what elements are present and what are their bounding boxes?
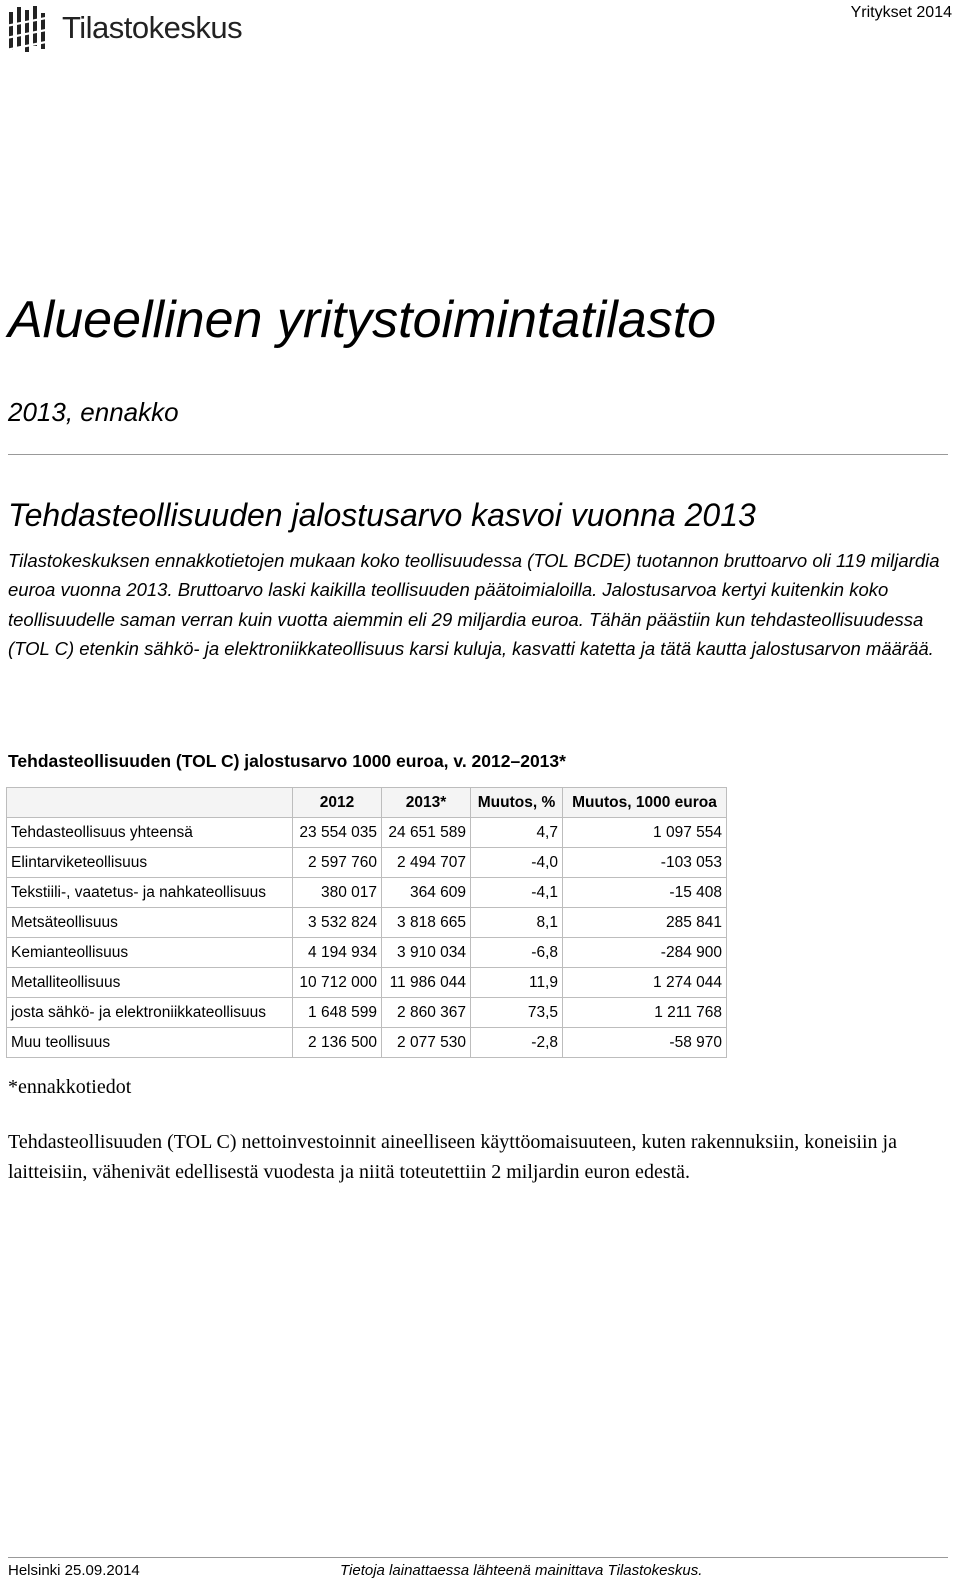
cell-change-euros: -284 900 (563, 938, 727, 968)
cell-2012: 380 017 (293, 878, 382, 908)
cell-2012: 2 597 760 (293, 848, 382, 878)
table-row (7, 998, 727, 1028)
cell-2013: 11 986 044 (382, 968, 471, 998)
cell-change-percent: -2,8 (471, 1028, 563, 1058)
row-label: Tehdasteollisuus yhteensä (7, 818, 293, 848)
tilastokeskus-logo (6, 4, 243, 56)
header-cell-change-euros: Muutos, 1000 euroa (563, 788, 727, 818)
cell-2013: 2 860 367 (382, 998, 471, 1028)
divider-top (8, 454, 948, 455)
logo-mark-icon (6, 4, 56, 54)
table-row (7, 968, 727, 998)
row-label: Muu teollisuus (7, 1028, 293, 1058)
row-label: Tekstiili-, vaatetus- ja nahkateollisuus (7, 878, 293, 908)
cell-change-euros: -103 053 (563, 848, 727, 878)
cell-change-percent: 8,1 (471, 908, 563, 938)
logo-text: Tilastokeskus (62, 10, 243, 45)
cell-2013: 3 910 034 (382, 938, 471, 968)
divider-bottom (8, 1557, 948, 1558)
lead-paragraph: Tilastokeskuksen ennakkotietojen mukaan koko teollisuudessa (TOL BCDE) tuotannon bruttoarvo oli 119 miljardia euroa vuonna 2013. Bruttoarvo laski kaikilla teollisuuden päätoimialoilla. Jalostusarvoa kertyi kuitenkin koko teollisuudelle saman verran kuin vuotta aiemmin eli 29 miljardia euroa. Tähän päästiin kun tehdasteollisuudessa (TOL C) etenkin sähkö- ja elektroniikkateollisuus karsi kuluja, kasvatti katetta ja tätä kautta jalostusarvon määrää. (8, 550, 940, 659)
header-cell-change-percent: Muutos, % (471, 788, 563, 818)
cell-change-euros: 285 841 (563, 908, 727, 938)
table-row (7, 908, 727, 938)
table-title: Tehdasteollisuuden (TOL C) jalostusarvo 1000 euroa, v. 2012–2013* (8, 751, 566, 771)
cell-2012: 1 648 599 (293, 998, 382, 1028)
cell-2013: 3 818 665 (382, 908, 471, 938)
cell-change-euros: 1 097 554 (563, 818, 727, 848)
cell-2013: 24 651 589 (382, 818, 471, 848)
cell-2013: 2 494 707 (382, 848, 471, 878)
table-row (7, 818, 727, 848)
cell-change-percent: 73,5 (471, 998, 563, 1028)
row-label: josta sähkö- ja elektroniikkateollisuus (7, 998, 293, 1028)
row-label: Metalliteollisuus (7, 968, 293, 998)
cell-2012: 3 532 824 (293, 908, 382, 938)
header-cell-blank (7, 788, 293, 818)
table-row (7, 1028, 727, 1058)
row-label: Kemianteollisuus (7, 938, 293, 968)
headline: Tehdasteollisuuden jalostusarvo kasvoi vuonna 2013 (8, 497, 756, 533)
cell-change-percent: -4,0 (471, 848, 563, 878)
table-row (7, 848, 727, 878)
cell-change-euros: -15 408 (563, 878, 727, 908)
cell-change-euros: -58 970 (563, 1028, 727, 1058)
cell-2013: 2 077 530 (382, 1028, 471, 1058)
table-row (7, 878, 727, 908)
page-subtitle: 2013, ennakko (8, 397, 179, 427)
cell-change-euros: 1 211 768 (563, 998, 727, 1028)
cell-change-percent: -4,1 (471, 878, 563, 908)
cell-2012: 23 554 035 (293, 818, 382, 848)
header-cell-2012: 2012 (293, 788, 382, 818)
table-row (7, 938, 727, 968)
footer-citation-note: Tietoja lainattaessa lähteenä mainittava Tilastokeskus. (340, 1562, 703, 1579)
footer-place-date: Helsinki 25.09.2014 (8, 1562, 140, 1579)
row-label: Metsäteollisuus (7, 908, 293, 938)
cell-change-percent: 11,9 (471, 968, 563, 998)
cell-2012: 10 712 000 (293, 968, 382, 998)
cell-change-percent: -6,8 (471, 938, 563, 968)
footnote: *ennakkotiedot (8, 1076, 132, 1098)
body-paragraph: Tehdasteollisuuden (TOL C) nettoinvestoinnit aineelliseen käyttöomaisuuteen, kuten rakennuksiin, koneisiin ja laitteisiin, vähenivät edellisestä vuodesta ja niitä toteutettiin 2 miljardin euron edestä. (8, 1131, 897, 1183)
cell-2012: 4 194 934 (293, 938, 382, 968)
row-label: Elintarviketeollisuus (7, 848, 293, 878)
cell-2013: 364 609 (382, 878, 471, 908)
series-name: Yritykset 2014 (850, 4, 952, 21)
page-title: Alueellinen yritystoimintatilasto (8, 291, 717, 349)
header-cell-2013: 2013* (382, 788, 471, 818)
cell-change-euros: 1 274 044 (563, 968, 727, 998)
table-header-row (7, 788, 727, 818)
cell-change-percent: 4,7 (471, 818, 563, 848)
cell-2012: 2 136 500 (293, 1028, 382, 1058)
value-added-table (6, 787, 727, 1058)
